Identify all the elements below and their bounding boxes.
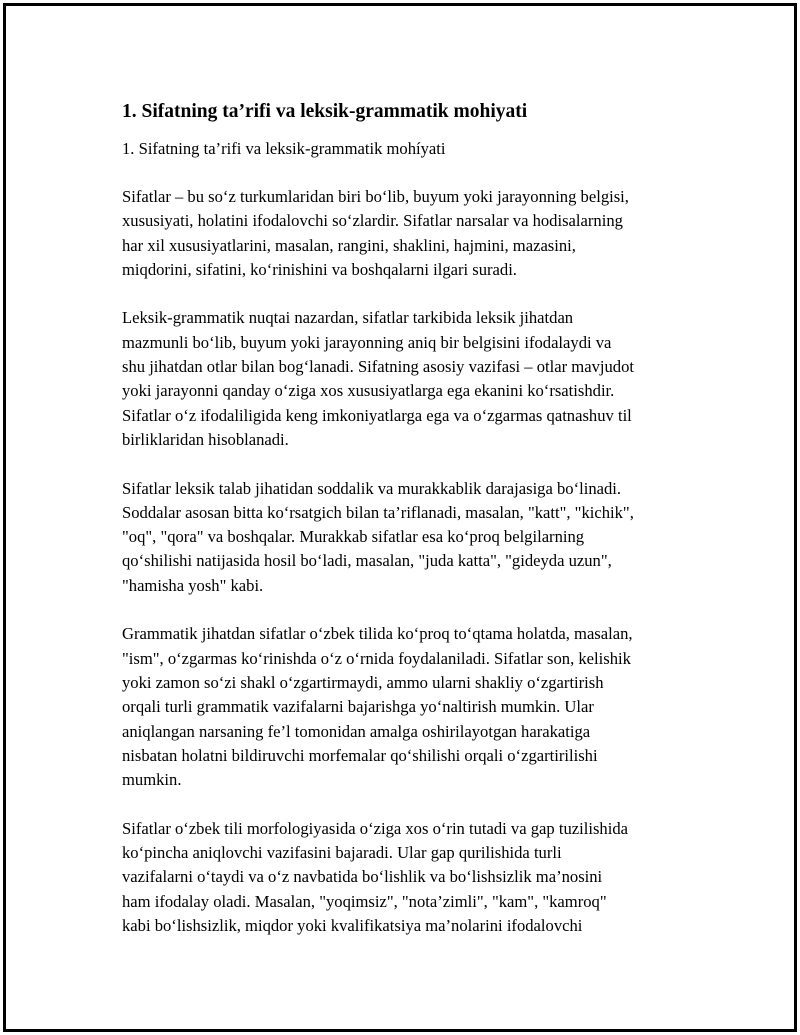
paragraph-lexical-grammatical: Leksik-grammatik nuqtai nazardan, sifatlar tarkibida leksik jihatdan mazmunli bo‘lib, buyum yoki jarayonning aniq bir belgisini ifodalaydi va shu jihatdan otlar bilan bog‘lanadi. Sifatning asosiy vazifasi – otlar mavjudot yoki jarayonni qanday o‘ziga xos xususiyatlarga ega ekanini ko‘rsatishdir. Sifatlar o‘z ifodaliligida keng imkoniyatlarga ega va o‘zgarmas qatnashuv til birliklaridan hisoblanadi. [122,308,634,449]
document-page [3,3,797,1032]
paragraph-morphology: Sifatlar o‘zbek tili morfologiyasida o‘ziga xos o‘rin tutadi va gap tuzilishida ko‘pincha aniqlovchi vazifasini bajaradi. Ular gap qurilishida turli vazifalarni o‘taydi va o‘z navbatida bo‘lishlik va bo‘lishsizlik ma’nosini ham ifodalay oladi. Masalan, "yoqimsiz", "nota’zimli", "kam", "kamroq" kabi bo‘lishsizlik, miqdor yoki kvalifikatsiya ma’nolarini ifodalovchi [122,818,628,935]
document-title: 1. Sifatning ta’rifi va leksik-grammatik mohiyati [122,101,528,122]
document-subtitle: 1. Sifatning ta’rifi va leksik-grammatik mohíyati [122,139,446,158]
paragraph-definition: Sifatlar – bu so‘z turkumlaridan biri bo‘lib, buyum yoki jarayonning belgisi, xususiyati, holatini ifodalovchi so‘zlardir. Sifatlar narsalar va hodisalarning har xil xususiyatlarini, masalan, rangini, shaklini, hajmini, mazasini, miqdorini, sifatini, ko‘rinishini va boshqalarni ilgari suradi. [122,187,629,279]
document-body [122,99,702,963]
paragraph-simple-complex: Sifatlar leksik talab jihatidan soddalik va murakkablik darajasiga bo‘linadi. Soddalar asosan bitta ko‘rsatgich bilan ta’riflanadi, masalan, "katt", "kichik", "oq", "qora" va boshqalar. Murakkab sifatlar esa ko‘proq belgilarning qo‘shilishi natijasida hosil bo‘ladi, masalan, "juda katta", "gideyda uzun", "hamisha yosh" kabi. [122,478,634,595]
paragraph-grammatical-features: Grammatik jihatdan sifatlar o‘zbek tilida ko‘proq to‘qtama holatda, masalan, "ism", o‘zgarmas ko‘rinishda o‘z o‘rnida foydalaniladi. Sifatlar son, kelishik yoki zamon so‘zi shakl o‘zgartirmaydi, ammo ularni shakliy o‘zgartirish orqali turli grammatik vazifalarni bajarishga yo‘naltirish mumkin. Ular aniqlangan narsaning fe’l tomonidan amalga oshirilayotgan harakatiga nisbatan holatni bildiruvchi morfemalar qo‘shilishi orqali o‘zgartirilishi mumkin. [122,624,633,790]
